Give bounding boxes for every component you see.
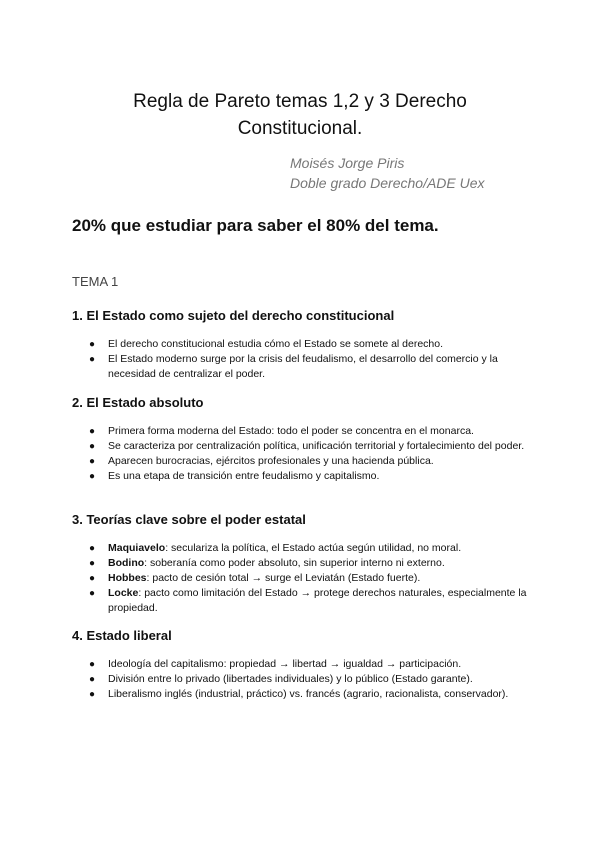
bullet-icon: ● <box>89 689 96 700</box>
list-item: ● Bodino: soberanía como poder absoluto, sin superior interno ni externo. <box>89 557 445 569</box>
list-item: ● El derecho constitucional estudia cómo el Estado se somete al derecho. <box>89 338 444 350</box>
bullet-icon: ● <box>89 659 96 670</box>
list-item: ● División entre lo privado (libertades individuales) y lo público (Estado garante). <box>89 673 473 685</box>
title-line-1: Regla de Pareto temas 1,2 y 3 Derecho <box>133 91 467 112</box>
bullet-icon: ● <box>89 456 96 467</box>
list-item: ● Es una etapa de transición entre feudalismo y capitalismo. <box>89 470 380 482</box>
document-subtitle: 20% que estudiar para saber el 80% del tema. <box>72 216 439 235</box>
section-estado-sujeto <box>72 307 532 382</box>
bullet-icon: ● <box>89 543 96 554</box>
bullet-icon: ● <box>89 354 96 365</box>
section-estado-absoluto <box>72 394 532 484</box>
list-item: ● Se caracteriza por centralización política, unificación territorial y fortalecimiento del poder. <box>89 440 525 452</box>
bullet-icon: ● <box>89 573 96 584</box>
list-item: ● Hobbes: pacto de cesión total → surge el Leviatán (Estado fuerte). <box>89 572 421 584</box>
list-item: ● Locke: pacto como limitación del Estado → protege derechos naturales, especialmente la propiedad. <box>89 587 527 614</box>
bullet-list <box>72 424 532 484</box>
bullet-list <box>72 541 532 616</box>
section-heading: 1. El Estado como sujeto del derecho constitucional <box>72 308 395 323</box>
title-line-2: Constitucional. <box>237 118 363 139</box>
section-heading: 2. El Estado absoluto <box>72 395 204 410</box>
bullet-icon: ● <box>89 339 96 350</box>
list-item: ● El Estado moderno surge por la crisis del feudalismo, el desarrollo del comercio y la necesidad de centralizar el poder. <box>89 353 498 380</box>
section-heading: 4. Estado liberal <box>72 628 172 643</box>
list-item: ● Liberalismo inglés (industrial, práctico) vs. francés (agrario, racionalista, conservador). <box>89 688 509 700</box>
author-block <box>290 153 485 193</box>
document-title <box>100 88 500 142</box>
bullet-icon: ● <box>89 426 96 437</box>
section-teorias-poder <box>72 511 532 616</box>
bullet-icon: ● <box>89 674 96 685</box>
list-item: ● Aparecen burocracias, ejércitos profesionales y una hacienda pública. <box>89 455 434 467</box>
bullet-icon: ● <box>89 558 96 569</box>
bullet-list <box>72 657 532 702</box>
tema-label: TEMA 1 <box>72 274 119 289</box>
bullet-list <box>72 337 532 382</box>
author-name: Moisés Jorge Piris <box>290 155 405 171</box>
list-item: ● Maquiavelo: seculariza la política, el Estado actúa según utilidad, no moral. <box>89 542 462 554</box>
bullet-icon: ● <box>89 588 96 599</box>
section-estado-liberal <box>72 627 532 702</box>
list-item: ● Primera forma moderna del Estado: todo el poder se concentra en el monarca. <box>89 425 474 437</box>
bullet-icon: ● <box>89 471 96 482</box>
author-degree: Doble grado Derecho/ADE Uex <box>290 175 485 191</box>
bullet-icon: ● <box>89 441 96 452</box>
section-heading: 3. Teorías clave sobre el poder estatal <box>72 512 306 527</box>
list-item: ● Ideología del capitalismo: propiedad → libertad → igualdad → participación. <box>89 658 462 670</box>
